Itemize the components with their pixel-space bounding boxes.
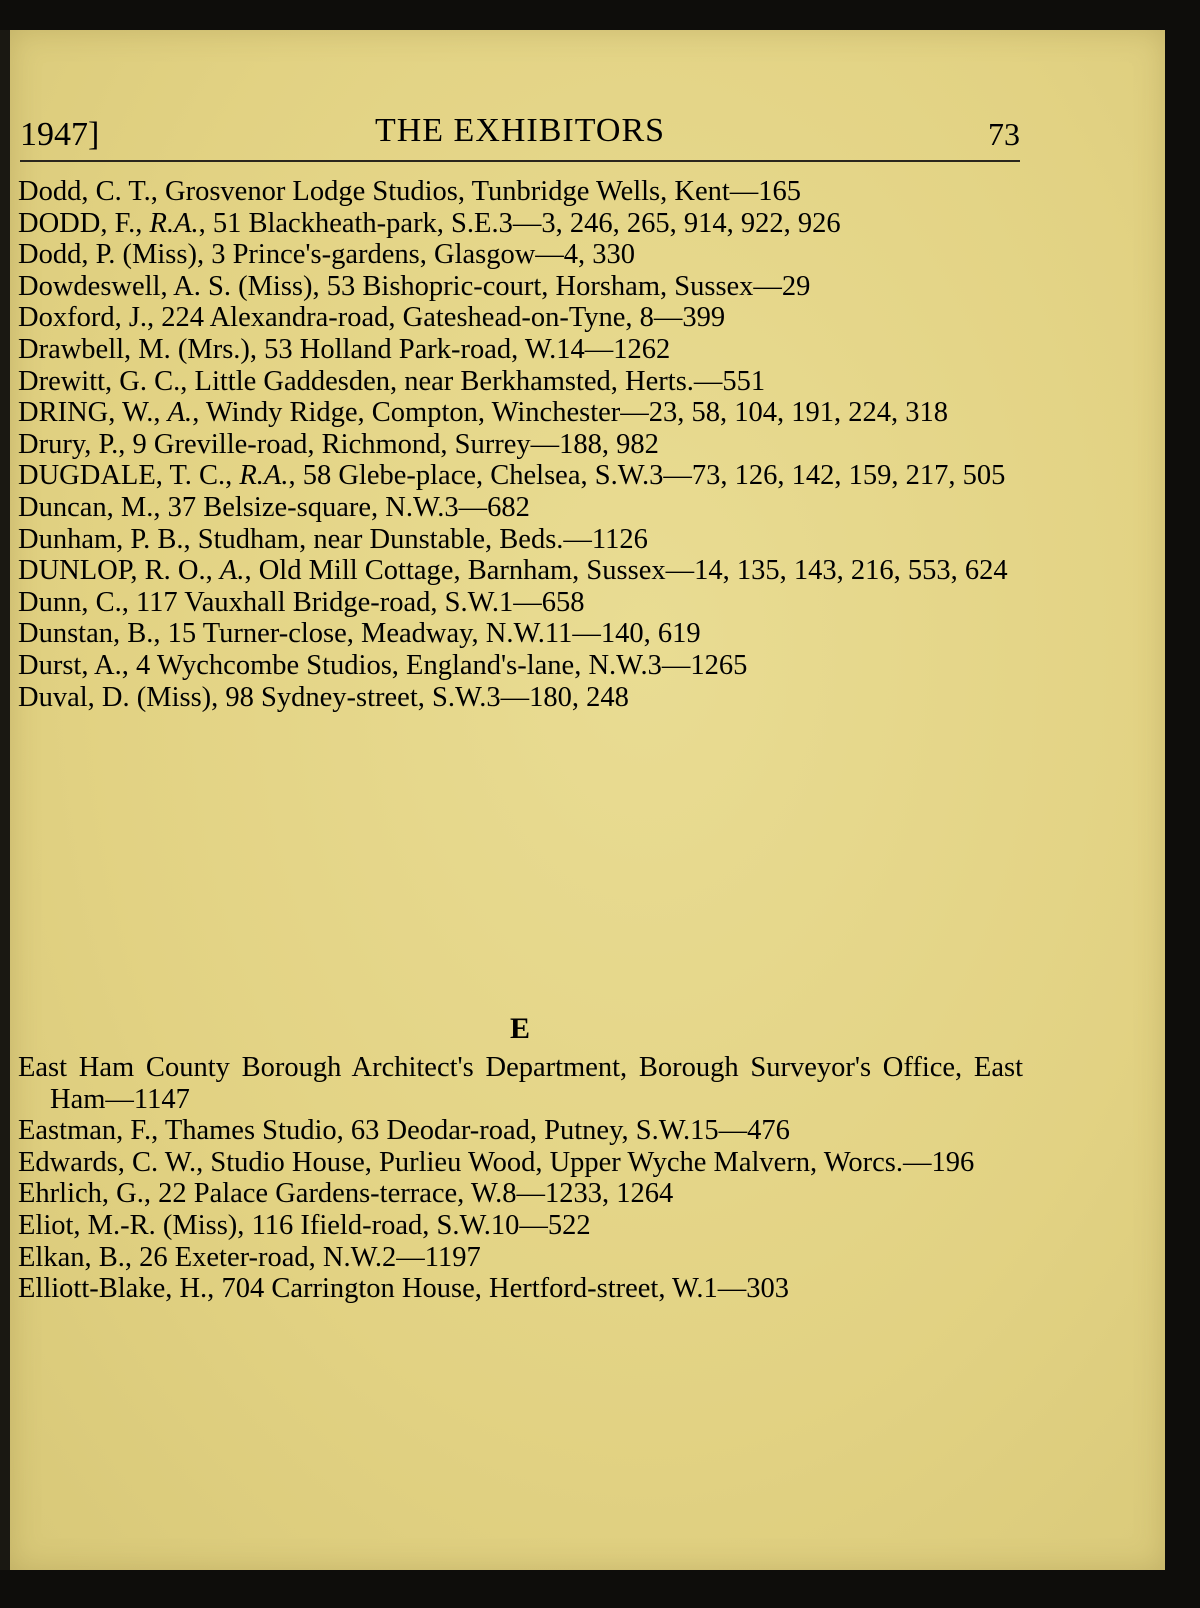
exhibitor-academy-title: R.A.: [239, 460, 289, 492]
exhibitor-academy-title: A.: [219, 555, 245, 587]
exhibitor-academy-title: A.: [167, 397, 193, 429]
exhibitor-entry: [18, 1273, 1023, 1305]
exhibitor-address-works: Grosvenor Lodge Studios, Tunbridge Wells, Kent—165: [157, 176, 802, 207]
exhibitor-address-works: , Windy Ridge, Compton, Winchester—23, 58, 104, 191, 224, 318: [192, 397, 949, 429]
exhibitor-entry: [18, 397, 1023, 429]
exhibitor-entry: [18, 302, 1023, 334]
exhibitor-address-works: , Old Mill Cottage, Barnham, Sussex—14, 135, 143, 216, 553, 624: [244, 555, 1008, 587]
exhibitor-name: East Ham County Borough Architect's Department,: [18, 1052, 628, 1083]
exhibitor-address-works: , 58 Glebe-place, Chelsea, S.W.3—73, 126, 142, 159, 217, 505: [288, 460, 1006, 492]
exhibitor-entry: [18, 1147, 1023, 1179]
exhibitor-name: Durst, A.,: [18, 649, 129, 681]
exhibitor-address-works: 22 Palace Gardens-terrace, W.8—1233, 1264: [150, 1178, 674, 1210]
exhibitor-name: DRING, W.,: [18, 397, 161, 429]
exhibitor-name: Drawbell, M. (Mrs.),: [18, 333, 258, 365]
exhibitor-name: Dodd, C. T.,: [18, 176, 158, 207]
exhibitor-name: Duncan, M.,: [18, 491, 161, 523]
exhibitor-address-works: 116 Ifield-road, S.W.10—522: [244, 1209, 591, 1241]
exhibitor-entry: [18, 650, 1023, 682]
exhibitor-name: Drury, P.,: [18, 428, 126, 460]
exhibitor-entry: [18, 239, 1023, 271]
exhibitor-entry: [18, 524, 1023, 556]
exhibitor-entry: [18, 1242, 1023, 1274]
exhibitor-address-works: 3 Prince's-gardens, Glasgow—4, 330: [204, 239, 636, 271]
exhibitor-list-d: [18, 176, 1023, 713]
exhibitor-address-works: Thames Studio, 63 Deodar-road, Putney, S.W.15—476: [158, 1115, 790, 1147]
exhibitor-address-works: Studham, near Dunstable, Beds.—1126: [190, 523, 648, 555]
exhibitor-address-works: 26 Exeter-road, N.W.2—1197: [132, 1241, 481, 1273]
exhibitor-name: Dunham, P. B.,: [18, 523, 191, 555]
exhibitor-name: Eastman, F.,: [18, 1115, 159, 1147]
exhibitor-address-works: 53 Holland Park-road, W.14—1262: [257, 333, 671, 365]
exhibitor-name: Drewitt, G. C.,: [18, 365, 188, 397]
exhibitor-address-works: Borough Surveyor's Office, East Ham—1147: [50, 1052, 1023, 1115]
exhibitor-name: DUNLOP, R. O.,: [18, 555, 213, 587]
exhibitor-name: Duval, D. (Miss),: [18, 681, 219, 713]
exhibitor-name: Elkan, B.,: [18, 1241, 132, 1273]
exhibitor-address-works: 37 Belsize-square, N.W.3—682: [160, 491, 530, 523]
exhibitor-address-works: 15 Turner-close, Meadway, N.W.11—140, 619: [160, 618, 701, 650]
exhibitor-entry: [18, 555, 1023, 587]
exhibitor-academy-title: R.A.: [149, 207, 199, 239]
exhibitor-name: Doxford, J.,: [18, 302, 155, 334]
page-title: THE EXHIBITORS: [374, 112, 666, 149]
exhibitor-name: Ehrlich, G.,: [18, 1178, 151, 1210]
page-number: 73: [988, 116, 1020, 152]
exhibitor-name: DODD, F.,: [18, 207, 143, 239]
exhibitor-address-works: Little Gaddesden, near Berkhamsted, Herts.—551: [187, 365, 766, 397]
exhibitor-entry: [18, 366, 1023, 398]
exhibitor-address-works: 9 Greville-road, Richmond, Surrey—188, 982: [125, 428, 659, 460]
exhibitor-entry: [18, 334, 1023, 366]
exhibitor-entry: [18, 271, 1023, 303]
section-letter-e: E: [509, 1012, 530, 1045]
exhibitor-address-works: 224 Alexandra-road, Gateshead-on-Tyne, 8—399: [154, 302, 726, 334]
exhibitor-address-works: , 51 Blackheath-park, S.E.3—3, 246, 265, 914, 922, 926: [198, 207, 841, 239]
exhibitor-entry: [18, 618, 1023, 650]
running-header: [20, 112, 1020, 164]
exhibitor-entry: [18, 682, 1023, 714]
exhibitor-entry: [18, 208, 1023, 240]
exhibitor-entry: [18, 492, 1023, 524]
exhibitor-address-works: Studio House, Purlieu Wood, Upper Wyche Malvern, Worcs.—196: [203, 1146, 975, 1178]
exhibitor-list-e: [18, 1052, 1023, 1305]
exhibitor-address-works: 98 Sydney-street, S.W.3—180, 248: [218, 681, 629, 713]
exhibitor-name: Eliot, M.-R. (Miss),: [18, 1209, 245, 1241]
exhibitor-entry: [18, 429, 1023, 461]
exhibitor-name: DUGDALE, T. C.,: [18, 460, 233, 492]
exhibitor-name: Elliott-Blake, H.,: [18, 1273, 215, 1305]
exhibitor-name: Dodd, P. (Miss),: [18, 239, 205, 271]
exhibitor-address-works: 704 Carrington House, Hertford-street, W.1—303: [214, 1273, 789, 1305]
exhibitor-address-works: 53 Bishopric-court, Horsham, Sussex—29: [319, 270, 811, 302]
exhibitor-name: Edwards, C. W.,: [18, 1146, 204, 1178]
exhibitor-entry: [18, 1052, 1023, 1115]
exhibitor-address-works: 117 Vauxhall Bridge-road, S.W.1—658: [128, 586, 585, 618]
header-rule: [20, 160, 1020, 162]
exhibitor-entry: [18, 587, 1023, 619]
page-binding-edge: [0, 30, 10, 1570]
exhibitor-address-works: 4 Wychcombe Studios, England's-lane, N.W.3—1265: [128, 649, 748, 681]
exhibitor-entry: [18, 1210, 1023, 1242]
header-year: 1947]: [20, 116, 100, 153]
exhibitor-entry: [18, 460, 1023, 492]
exhibitor-entry: [18, 176, 1023, 208]
exhibitor-entry: [18, 1115, 1023, 1147]
exhibitor-name: Dunstan, B.,: [18, 618, 161, 650]
exhibitor-name: Dowdeswell, A. S. (Miss),: [18, 270, 320, 302]
exhibitor-entry: [18, 1178, 1023, 1210]
exhibitor-name: Dunn, C.,: [18, 586, 129, 618]
